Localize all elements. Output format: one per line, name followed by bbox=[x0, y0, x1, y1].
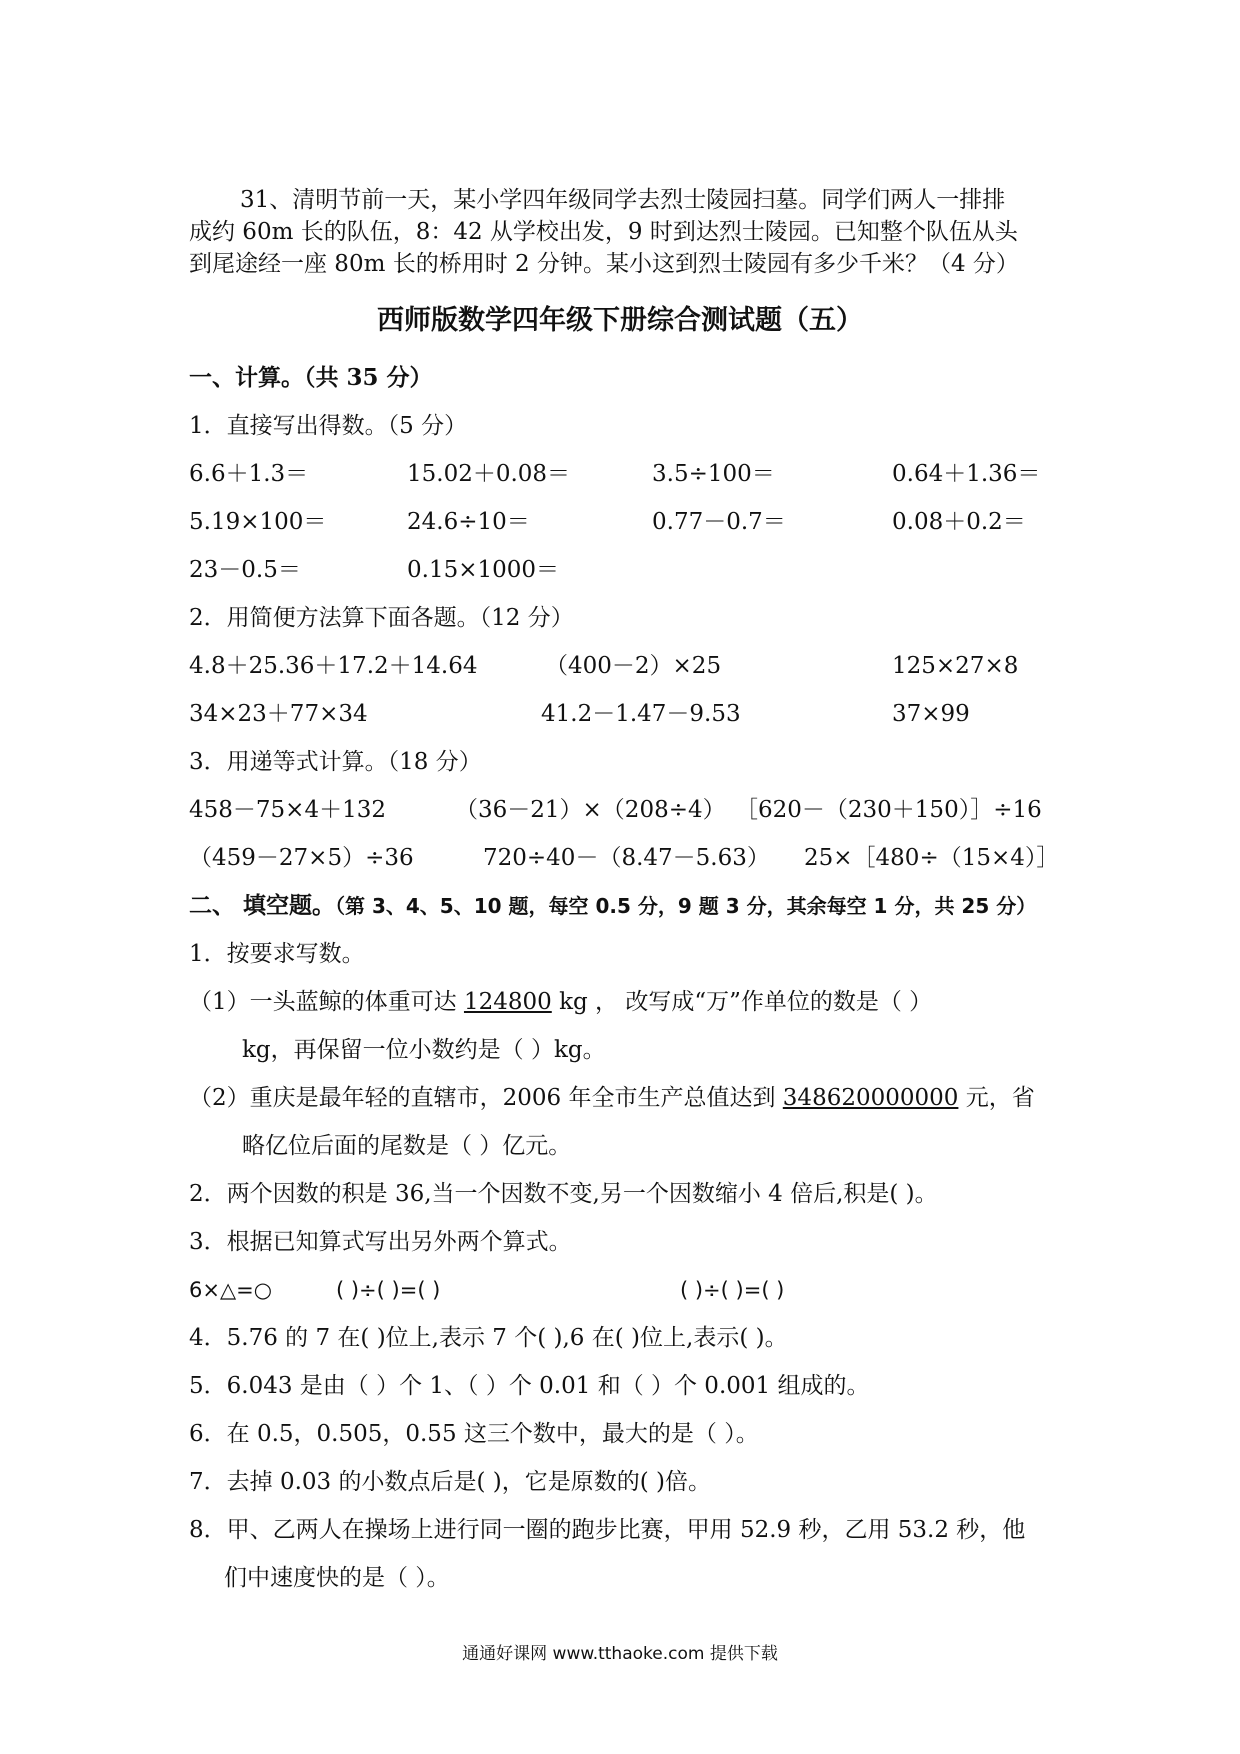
fill-q1: 1．按要求写数。 bbox=[189, 941, 365, 967]
footer-credit: 通通好课网 www.tthaoke.com 提供下载 bbox=[462, 1644, 778, 1664]
fill-q5: 5．6.043 是由（ ）个 1、（ ）个 0.01 和（ ）个 0.001 组成的。 bbox=[189, 1373, 870, 1399]
section2-heading bbox=[189, 890, 1036, 922]
stepwise-calc-item: 720÷40－（8.47－5.63） bbox=[483, 845, 770, 871]
fill-q1-sub1-line2: kg，再保留一位小数约是（ ）kg。 bbox=[242, 1037, 606, 1063]
stepwise-calc-item: （36－21）×（208÷4） bbox=[455, 797, 726, 823]
calc-item: 24.6÷10＝ bbox=[407, 509, 530, 535]
section2-heading-title: 二、 填空题。 bbox=[189, 892, 336, 919]
fill-q3-equation: 6×△=○ bbox=[189, 1278, 273, 1302]
simple-calc-item: 4.8＋25.36＋17.2＋14.64 bbox=[189, 653, 478, 679]
section2-heading-scoring: （第 3、4、5、10 题，每空 0.5 分，9 题 3 分，其余每空 1 分，共 25 分） bbox=[335, 894, 1037, 918]
simple-calc-item: 125×27×8 bbox=[892, 653, 1019, 679]
fill-q6: 6．在 0.5，0.505，0.55 这三个数中，最大的是（ ）。 bbox=[189, 1421, 759, 1447]
fill-q1-sub2-number: 348620000000 bbox=[782, 1085, 959, 1111]
calc-item: 3.5÷100＝ bbox=[652, 461, 775, 487]
calc-item: 0.77－0.7＝ bbox=[652, 509, 786, 535]
fill-q1-sub2-line2: 略亿位后面的尾数是（ ）亿元。 bbox=[242, 1133, 572, 1159]
calc-item: 0.64＋1.36＝ bbox=[892, 461, 1041, 487]
fill-q2: 2．两个因数的积是 36,当一个因数不变,另一个因数缩小 4 倍后,积是( )。 bbox=[189, 1181, 938, 1207]
calc-item: 15.02＋0.08＝ bbox=[407, 461, 571, 487]
simple-calc-item: 34×23＋77×34 bbox=[189, 701, 368, 727]
q31-line-2: 成约 60m 长的队伍，8：42 从学校出发，9 时到达烈士陵园。已知整个队伍从头 bbox=[189, 219, 1018, 245]
stepwise-calc-item: 458－75×4＋132 bbox=[189, 797, 386, 823]
fill-q1-sub1-text-a: （1）一头蓝鲸的体重可达 bbox=[189, 989, 464, 1015]
fill-q3-blank-2: ( )÷( )=( ) bbox=[680, 1278, 785, 1302]
fill-q3-blank-1: ( )÷( )=( ) bbox=[336, 1278, 441, 1302]
fill-q1-sub2 bbox=[189, 1082, 1035, 1114]
part1-heading: 1．直接写出得数。（5 分） bbox=[189, 413, 468, 439]
part2-heading: 2．用简便方法算下面各题。（12 分） bbox=[189, 605, 574, 631]
part3-heading: 3．用递等式计算。（18 分） bbox=[189, 749, 482, 775]
fill-q1-sub2-text-a: （2）重庆是最年轻的直辖市，2006 年全市生产总值达到 bbox=[189, 1085, 783, 1111]
calc-item: 5.19×100＝ bbox=[189, 509, 327, 535]
calc-item: 0.15×1000＝ bbox=[407, 557, 560, 583]
page-title: 西师版数学四年级下册综合测试题（五） bbox=[377, 305, 863, 336]
calc-item: 23－0.5＝ bbox=[189, 557, 301, 583]
fill-q8-line2: 们中速度快的是（ ）。 bbox=[224, 1565, 450, 1591]
section1-heading: 一、计算。（共 35 分） bbox=[189, 364, 433, 391]
fill-q1-sub1-text-b: kg ， 改写成“万”作单位的数是（ ） bbox=[551, 989, 933, 1015]
fill-q4: 4．5.76 的 7 在( )位上,表示 7 个( ),6 在( )位上,表示( )。 bbox=[189, 1325, 788, 1351]
simple-calc-item: 37×99 bbox=[892, 701, 970, 727]
fill-q1-sub1-number: 124800 bbox=[463, 989, 552, 1015]
fill-q3: 3．根据已知算式写出另外两个算式。 bbox=[189, 1229, 572, 1255]
simple-calc-item: （400－2）×25 bbox=[545, 653, 722, 679]
simple-calc-item: 41.2－1.47－9.53 bbox=[541, 701, 741, 727]
fill-q1-sub1 bbox=[189, 986, 932, 1018]
calc-item: 6.6＋1.3＝ bbox=[189, 461, 309, 487]
fill-q1-sub2-text-b: 元，省 bbox=[958, 1085, 1035, 1111]
q31-line-1: 31、清明节前一天，某小学四年级同学去烈士陵园扫墓。同学们两人一排排 bbox=[240, 187, 1006, 213]
q31-line-3: 到尾途经一座 80m 长的桥用时 2 分钟。某小这到烈士陵园有多少千米？（4 分） bbox=[189, 251, 1019, 277]
fill-q7: 7．去掉 0.03 的小数点后是( )，它是原数的( )倍。 bbox=[189, 1469, 711, 1495]
stepwise-calc-item: ［620－（230＋150）］÷16 bbox=[735, 797, 1042, 823]
calc-item: 0.08＋0.2＝ bbox=[892, 509, 1026, 535]
stepwise-calc-item: （459－27×5）÷36 bbox=[189, 845, 414, 871]
stepwise-calc-item: 25×［480÷（15×4）］ bbox=[804, 845, 1060, 871]
fill-q8-line1: 8．甲、乙两人在操场上进行同一圈的跑步比赛，甲用 52.9 秒，乙用 53.2 秒，他 bbox=[189, 1517, 1026, 1543]
